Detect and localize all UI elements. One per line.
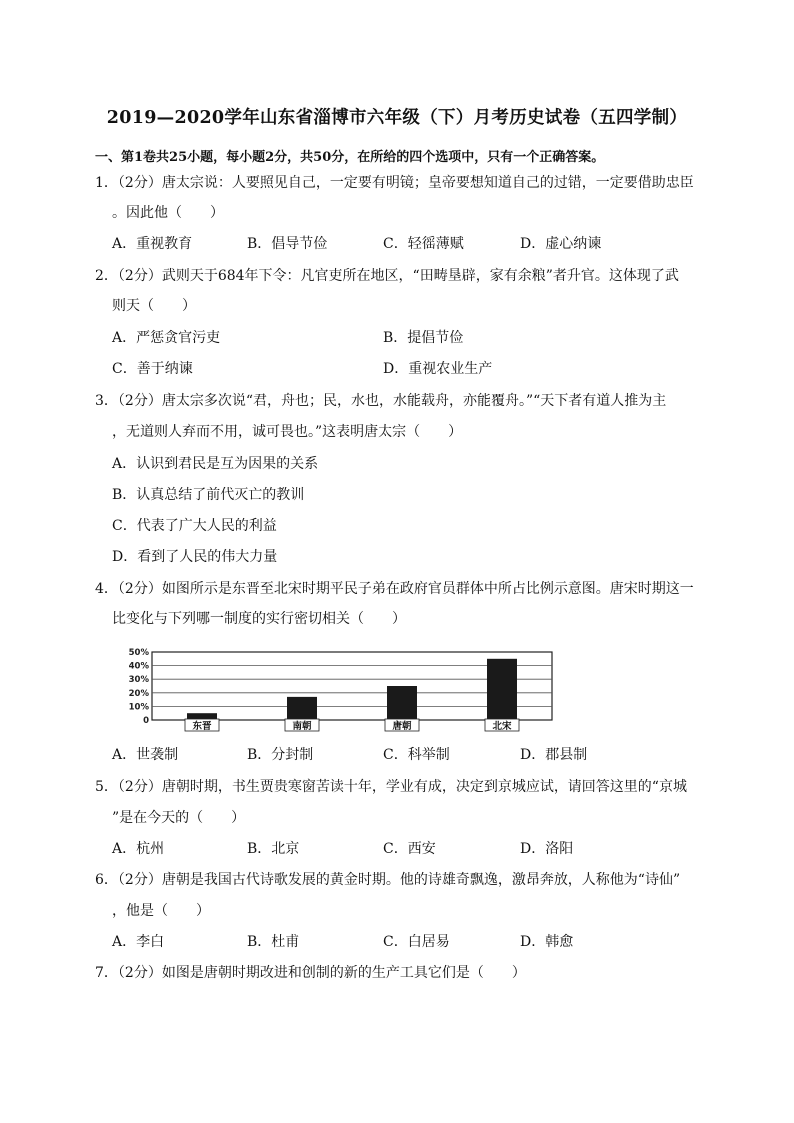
q1-option-c: C．轻徭薄赋 [383,236,464,252]
question-2-line-2: 则天（ ） [112,298,196,314]
y-tick-label: 10% [128,702,149,713]
category-label: 南朝 [292,721,312,732]
q2-option-c: C．善于纳谏 [112,361,193,377]
q6-option-a: A．李白 [112,934,165,950]
q6-option-b: B．杜甫 [247,934,300,950]
question-7-line-1: 7．（2分）如图是唐朝时期改进和创制的新的生产工具它们是（ ） [95,965,526,981]
q6-option-d: D．韩愈 [520,934,574,950]
q5-option-d: D．洛阳 [520,841,574,857]
bar-chart [112,646,562,732]
category-label: 东晋 [192,721,212,732]
q4-option-c: C．科举制 [383,747,450,763]
q2-option-a: A．严惩贪官污吏 [112,330,221,346]
q1-option-d: D．虚心纳谏 [520,236,602,252]
q4-option-a: A．世袭制 [112,747,179,763]
q2-option-b: B．提倡节俭 [383,330,464,346]
bar [387,686,417,720]
q4-option-b: B．分封制 [247,747,314,763]
section-instructions: 一、第1卷共25小题，每小题2分，共50分，在所给的四个选项中，只有一个正确答案。 [95,150,605,165]
y-tick-label: 40% [128,661,149,672]
question-1-line-1: 1．（2分）唐太宗说：人要照见自己，一定要有明镜；皇帝要想知道自己的过错，一定要借助忠臣 [95,175,694,191]
question-5-line-2: ”是在今天的（ ） [112,810,246,826]
q3-option-c: C．代表了广大人民的利益 [112,518,277,534]
bar-chart-svg [112,646,562,732]
q5-option-c: C．西安 [383,841,436,857]
question-1-line-2: 。因此他（ ） [112,205,224,221]
bar [287,697,317,720]
question-4-line-1: 4．（2分）如图所示是东晋至北宋时期平民子弟在政府官员群体中所占比例示意图。唐宋时期这一 [95,581,694,597]
question-3-line-1: 3．（2分）唐太宗多次说“君，舟也；民，水也，水能载舟，亦能覆舟。”“天下者有道人推为主 [95,393,667,409]
q5-option-a: A．杭州 [112,841,165,857]
question-4-line-2: 比变化与下列哪一制度的实行密切相关（ ） [112,611,406,627]
q3-option-a: A．认识到君民是互为因果的关系 [112,456,319,472]
q5-option-b: B．北京 [247,841,300,857]
y-tick-label: 30% [128,675,149,686]
y-tick-label: 50% [128,648,149,658]
q2-option-d: D．重视农业生产 [383,361,493,377]
category-label: 北宋 [492,721,512,732]
exam-title: 2019—2020学年山东省淄博市六年级（下）月考历史试卷（五四学制） [106,108,688,128]
q1-option-a: A．重视教育 [112,236,193,252]
question-3-line-2: ，无道则人弃而不用，诚可畏也。”这表明唐太宗（ ） [112,424,463,440]
q4-option-d: D．郡县制 [520,747,588,763]
y-tick-label: 0 [143,716,149,726]
q3-option-d: D．看到了人民的伟大力量 [112,549,278,565]
question-5-line-1: 5．（2分）唐朝时期，书生贾贵寒窗苦读十年，学业有成，决定到京城应试，请回答这里的“京城 [95,779,687,795]
category-label: 唐朝 [392,721,412,732]
q1-option-b: B．倡导节俭 [247,236,328,252]
question-2-line-1: 2．（2分）武则天于684年下令：凡官吏所在地区，“田畴垦辟，家有余粮”者升官。这体现了武 [95,268,679,284]
q6-option-c: C．白居易 [383,934,450,950]
bar [487,659,517,720]
y-tick-label: 20% [128,688,149,699]
question-6-line-2: ，他是（ ） [112,903,210,919]
q3-option-b: B．认真总结了前代灭亡的教训 [112,487,305,503]
question-6-line-1: 6．（2分）唐朝是我国古代诗歌发展的黄金时期。他的诗雄奇飘逸，激昂奔放，人称他为“诗仙” [95,872,681,888]
